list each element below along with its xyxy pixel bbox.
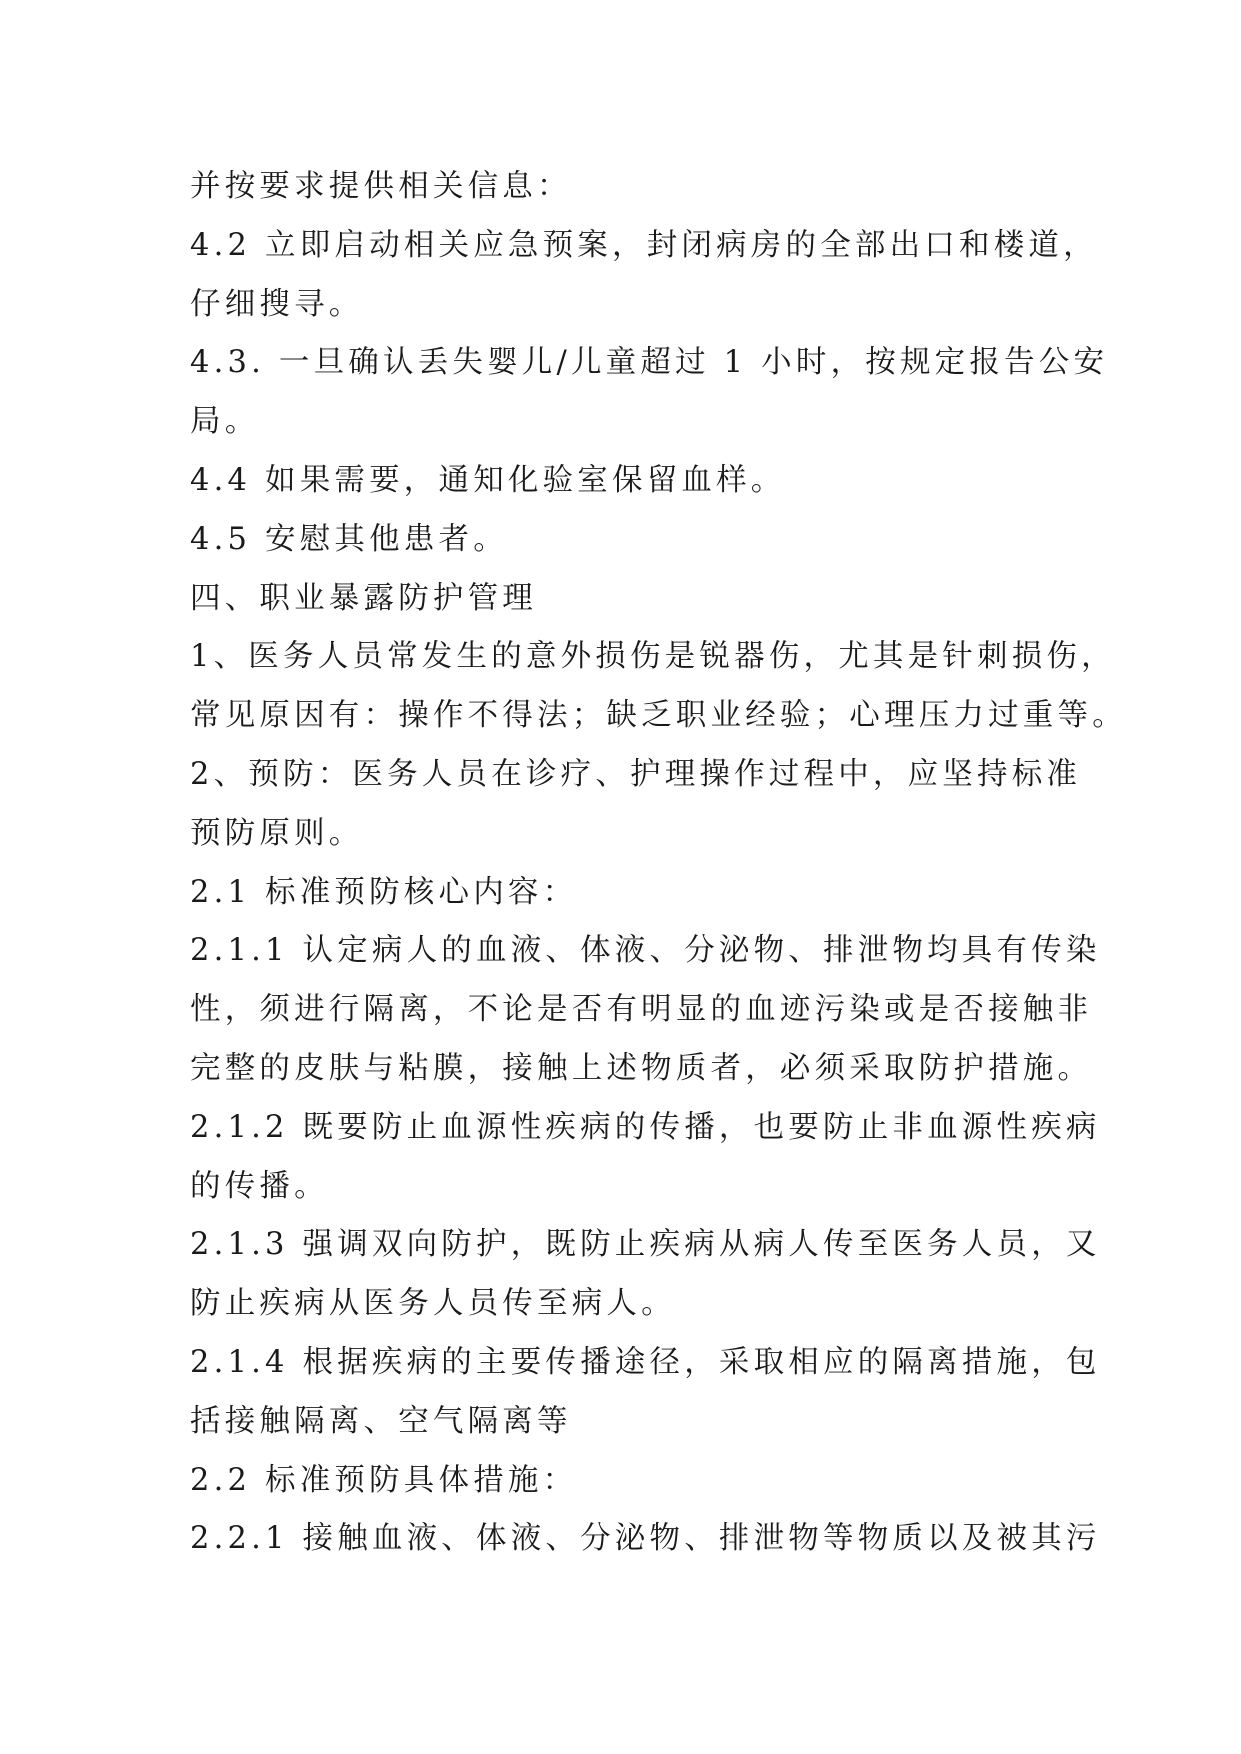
text-line: 4.4 如果需要，通知化验室保留血样。 xyxy=(190,462,786,498)
text-line: 2、预防：医务人员在诊疗、护理操作过程中，应坚持标准 xyxy=(190,756,1082,792)
text-line: 1、医务人员常发生的意外损伤是锐器伤，尤其是针刺损伤， xyxy=(190,639,1116,675)
document-body xyxy=(190,158,1127,1569)
text-line: 2.1.4 根据疾病的主要传播途径，采取相应的隔离措施，包 xyxy=(190,1344,1101,1380)
text-line: 4.2 立即启动相关应急预案，封闭病房的全部出口和楼道， xyxy=(190,227,1098,263)
section-heading: 四、职业暴露防护管理 xyxy=(190,580,537,616)
text-line: 的传播。 xyxy=(190,1168,329,1204)
text-line: 2.1.2 既要防止血源性疾病的传播，也要防止非血源性疾病 xyxy=(190,1109,1101,1145)
text-line: 4.3. 一旦确认丢失婴儿/儿童超过 1 小时，按规定报告公安 xyxy=(190,345,1109,381)
text-line: 2.1.3 强调双向防护，既防止疾病从病人传至医务人员，又 xyxy=(190,1227,1101,1263)
text-line: 并按要求提供相关信息： xyxy=(190,169,572,204)
text-line: 完整的皮肤与粘膜，接触上述物质者，必须采取防护措施。 xyxy=(190,1050,1093,1086)
text-line: 局。 xyxy=(190,404,260,440)
subsection-heading: 2.2 标准预防具体措施： xyxy=(190,1462,578,1498)
text-line: 常见原因有：操作不得法；缺乏职业经验；心理压力过重等。 xyxy=(190,698,1127,734)
text-line: 仔细搜寻。 xyxy=(190,286,364,322)
text-line: 2.2.1 接触血液、体液、分泌物、排泄物等物质以及被其污 xyxy=(190,1521,1101,1557)
text-line: 预防原则。 xyxy=(190,815,364,851)
text-line: 4.5 安慰其他患者。 xyxy=(190,521,508,557)
text-line: 2.1.1 认定病人的血液、体液、分泌物、排泄物均具有传染 xyxy=(190,933,1101,969)
text-line: 性，须进行隔离，不论是否有明显的血迹污染或是否接触非 xyxy=(190,992,1093,1028)
text-line: 防止疾病从医务人员传至病人。 xyxy=(190,1286,676,1322)
subsection-heading: 2.1 标准预防核心内容： xyxy=(190,874,578,910)
text-line: 括接触隔离、空气隔离等 xyxy=(190,1403,572,1439)
